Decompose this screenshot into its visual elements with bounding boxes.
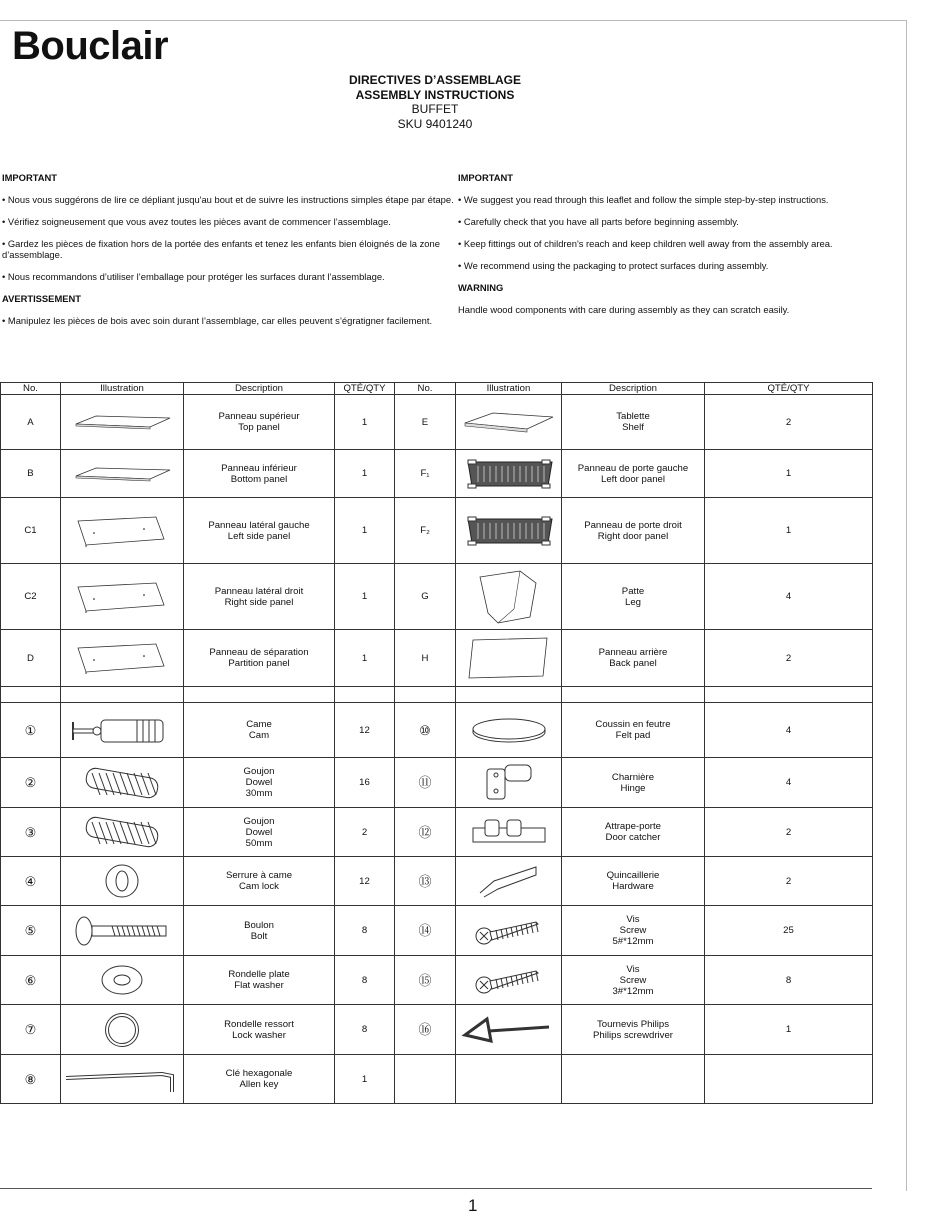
table-row [1, 395, 873, 450]
description-en: Cam lock [239, 881, 279, 892]
empty-cell [562, 1055, 705, 1104]
part-quantity: 2 [335, 808, 395, 857]
spacer-row [1, 687, 873, 703]
part-number: C2 [1, 564, 61, 630]
part-number: ② [1, 758, 61, 808]
part-description [184, 450, 335, 498]
panel-flat-icon [61, 412, 183, 432]
empty-cell [456, 1055, 562, 1104]
part-illustration [61, 703, 184, 758]
lockwasher-icon [61, 1010, 183, 1050]
shelf-icon [456, 409, 561, 435]
table-row [1, 857, 873, 906]
part-number: ⑭ [395, 906, 456, 956]
part-illustration [61, 395, 184, 450]
part-number: ⑮ [395, 956, 456, 1005]
part-illustration [456, 703, 562, 758]
french-notes [2, 172, 457, 337]
table-row [1, 758, 873, 808]
part-quantity: 1 [335, 450, 395, 498]
table-header-row [1, 383, 873, 395]
description-fr: Clé hexagonale [225, 1068, 293, 1079]
description-fr: Panneau arrière [598, 647, 668, 658]
part-quantity: 4 [705, 758, 873, 808]
part-illustration [61, 564, 184, 630]
description-en: Hinge [620, 782, 646, 794]
part-illustration [456, 808, 562, 857]
description-fr: Serrure à came [225, 870, 293, 881]
table-row [1, 1005, 873, 1055]
door-icon [456, 458, 561, 490]
washer-icon [61, 962, 183, 998]
part-description [184, 630, 335, 687]
part-number: ③ [1, 808, 61, 857]
english-notes [458, 172, 888, 326]
description-en: Dowel [245, 826, 273, 838]
description-fr: Panneau de séparation [209, 647, 309, 658]
table-row [1, 1055, 873, 1104]
part-number: ⑤ [1, 906, 61, 956]
footer-rule [0, 1188, 872, 1189]
part-illustration [456, 1005, 562, 1055]
part-number: H [395, 630, 456, 687]
warning-heading-fr: AVERTISSEMENT [2, 293, 81, 304]
screw-icon [456, 916, 561, 946]
description-en: Allen key [239, 1079, 279, 1090]
part-description [184, 956, 335, 1005]
description-fr: Tournevis Philips [597, 1018, 669, 1030]
part-description [562, 498, 705, 564]
part-illustration [61, 450, 184, 498]
empty-cell [61, 687, 184, 703]
part-number: F₁ [395, 450, 456, 498]
part-quantity: 1 [335, 630, 395, 687]
description-fr: Vis [626, 963, 640, 975]
column-header: No. [1, 383, 61, 395]
part-number: ④ [1, 857, 61, 906]
table-row [1, 808, 873, 857]
part-number: C1 [1, 498, 61, 564]
description-fr: Goujon [243, 766, 275, 777]
description-fr: Boulon [244, 919, 274, 931]
part-number: ⑯ [395, 1005, 456, 1055]
table-row [1, 564, 873, 630]
part-number: F₂ [395, 498, 456, 564]
description-fr: Rondelle ressort [224, 1018, 294, 1030]
part-description [184, 758, 335, 808]
dowel-icon [61, 814, 183, 850]
part-number: ① [1, 703, 61, 758]
part-number: ⑧ [1, 1055, 61, 1104]
dowel-icon [61, 765, 183, 801]
part-illustration [456, 498, 562, 564]
part-description [562, 758, 705, 808]
table-row [1, 498, 873, 564]
description-fr: Charnière [611, 771, 655, 783]
part-quantity: 1 [335, 1055, 395, 1104]
part-illustration [61, 1055, 184, 1104]
description-en: Right door panel [597, 530, 669, 542]
document-header [0, 73, 870, 131]
part-number: G [395, 564, 456, 630]
part-quantity: 2 [705, 857, 873, 906]
description-en: Screw [619, 925, 647, 936]
description-en: Screw [619, 974, 647, 986]
part-illustration [456, 450, 562, 498]
description-size: 3#*12mm [612, 985, 654, 997]
description-fr: Coussin en feutre [595, 719, 671, 730]
part-description [562, 395, 705, 450]
screwdriver-icon [456, 1013, 561, 1047]
sku: SKU 9401240 [397, 116, 473, 131]
part-description [184, 703, 335, 758]
description-en: Bottom panel [230, 473, 288, 485]
description-en: Flat washer [234, 980, 284, 991]
warning-heading-en: WARNING [458, 282, 504, 293]
description-en: Shelf [622, 422, 644, 433]
title-en: ASSEMBLY INSTRUCTIONS [355, 87, 515, 102]
description-fr: Panneau inférieur [221, 462, 297, 474]
part-number: E [395, 395, 456, 450]
cam-icon [61, 710, 183, 750]
part-quantity: 1 [335, 498, 395, 564]
part-description [184, 857, 335, 906]
part-description [184, 498, 335, 564]
part-quantity: 8 [335, 906, 395, 956]
table-row [1, 630, 873, 687]
part-number: A [1, 395, 61, 450]
part-quantity: 1 [705, 498, 873, 564]
description-fr: Tablette [616, 411, 650, 422]
description-fr: Panneau de porte gauche [577, 462, 689, 474]
part-number: D [1, 630, 61, 687]
description-en: Left door panel [600, 473, 665, 485]
part-number: ⑩ [395, 703, 456, 758]
part-description [562, 956, 705, 1005]
part-description [184, 1005, 335, 1055]
part-illustration [61, 857, 184, 906]
table-row [1, 956, 873, 1005]
empty-cell [562, 687, 705, 703]
description-fr: Panneau latéral droit [214, 585, 304, 597]
description-en: Dowel [245, 777, 273, 788]
empty-cell [456, 687, 562, 703]
description-fr: Attrape-porte [605, 821, 661, 832]
note-fr: • Vérifiez soigneusement que vous avez toutes les pièces avant de commencer l’assemblage. [2, 216, 391, 227]
part-illustration [61, 906, 184, 956]
note-en: • We recommend using the packaging to protect surfaces during assembly. [458, 260, 769, 271]
empty-cell [184, 687, 335, 703]
part-description [184, 906, 335, 956]
part-description [184, 808, 335, 857]
title-fr: DIRECTIVES D’ASSEMBLAGE [348, 73, 522, 87]
part-description [562, 906, 705, 956]
part-illustration [456, 630, 562, 687]
description-fr: Quincaillerie [606, 870, 660, 881]
description-fr: Goujon [243, 815, 275, 827]
note-fr: • Nous recommandons d’utiliser l’emballage pour protéger les surfaces durant l’assemblage. [2, 271, 385, 282]
part-illustration [456, 564, 562, 630]
part-illustration [61, 498, 184, 564]
part-quantity: 16 [335, 758, 395, 808]
brand-logo: Bouclair [12, 24, 169, 68]
part-number: ⑪ [395, 758, 456, 808]
part-quantity: 1 [705, 450, 873, 498]
parts-table [0, 382, 873, 1104]
empty-cell [335, 687, 395, 703]
important-heading-fr: IMPORTANT [2, 172, 58, 183]
description-en: Bolt [250, 930, 268, 942]
part-description [562, 1005, 705, 1055]
description-fr: Panneau de porte droit [584, 519, 682, 531]
description-en: Door catcher [605, 832, 661, 843]
part-number: ⑥ [1, 956, 61, 1005]
part-quantity: 2 [705, 395, 873, 450]
part-quantity: 12 [335, 703, 395, 758]
part-quantity: 2 [705, 808, 873, 857]
leg-icon [456, 569, 561, 625]
description-fr: Panneau latéral gauche [208, 519, 310, 531]
part-quantity: 12 [335, 857, 395, 906]
note-fr: • Nous vous suggérons de lire ce dépliant jusqu'au bout et de suivre les instructions simples étape par étape. [2, 194, 454, 205]
part-description [184, 1055, 335, 1104]
part-illustration [456, 857, 562, 906]
panel-flat-icon [61, 464, 183, 484]
part-illustration [61, 630, 184, 687]
part-quantity: 25 [705, 906, 873, 956]
panel-tilt-icon [61, 513, 183, 549]
part-description [562, 564, 705, 630]
door-icon [456, 515, 561, 547]
description-en: Right side panel [224, 596, 294, 608]
table-row [1, 450, 873, 498]
part-illustration [61, 758, 184, 808]
description-en: Philips screwdriver [593, 1029, 673, 1041]
camlock-icon [61, 859, 183, 903]
column-header: Description [562, 383, 705, 395]
part-number: ⑫ [395, 808, 456, 857]
description-fr: Vis [626, 914, 640, 925]
allen-icon [61, 1064, 183, 1094]
part-quantity: 8 [335, 956, 395, 1005]
note-en: • Keep fittings out of children's reach and keep children well away from the assembly area. [458, 238, 833, 249]
part-illustration [456, 758, 562, 808]
part-description [562, 703, 705, 758]
description-en: Cam [248, 730, 270, 741]
part-number: B [1, 450, 61, 498]
description-en: Hardware [612, 881, 654, 892]
note-fr: • Gardez les pièces de fixation hors de la portée des enfants et tenez les enfants bien éloignés de la zone d’assemblage. [2, 238, 440, 260]
part-illustration [456, 906, 562, 956]
part-description [184, 564, 335, 630]
description-fr: Panneau supérieur [218, 411, 300, 422]
description-en: Back panel [609, 658, 657, 669]
empty-cell [395, 1055, 456, 1104]
part-illustration [456, 395, 562, 450]
screw-icon [456, 965, 561, 995]
part-number: ⑬ [395, 857, 456, 906]
empty-cell [705, 687, 873, 703]
bracket-icon [456, 861, 561, 901]
bolt-icon [61, 913, 183, 949]
important-heading-en: IMPORTANT [458, 172, 514, 183]
note-en: • We suggest you read through this leaflet and follow the simple step-by-step instructions. [458, 194, 829, 205]
column-header: Illustration [456, 383, 562, 395]
part-illustration [61, 956, 184, 1005]
description-size: 30mm [245, 788, 273, 799]
column-header: QTÉ/QTY [705, 383, 873, 395]
warning-text-en: Handle wood components with care during assembly as they can scratch easily. [458, 304, 790, 315]
column-header: Description [184, 383, 335, 395]
part-description [184, 395, 335, 450]
part-quantity: 4 [705, 564, 873, 630]
part-illustration [61, 1005, 184, 1055]
empty-cell [395, 687, 456, 703]
empty-cell [1, 687, 61, 703]
description-en: Partition panel [228, 658, 290, 669]
description-size: 50mm [245, 837, 273, 849]
panel-tilt-icon [61, 640, 183, 676]
description-en: Lock washer [232, 1029, 286, 1041]
description-fr: Came [246, 719, 272, 730]
part-quantity: 1 [335, 564, 395, 630]
panel-tilt-icon [61, 579, 183, 615]
table-row [1, 703, 873, 758]
column-header: No. [395, 383, 456, 395]
part-illustration [456, 956, 562, 1005]
column-header: Illustration [61, 383, 184, 395]
part-description [562, 450, 705, 498]
table-row [1, 906, 873, 956]
part-quantity: 8 [705, 956, 873, 1005]
description-en: Leg [624, 596, 641, 608]
part-quantity: 1 [335, 395, 395, 450]
page-number: 1 [468, 1196, 478, 1215]
part-description [562, 808, 705, 857]
part-illustration [61, 808, 184, 857]
part-quantity: 4 [705, 703, 873, 758]
part-description [562, 857, 705, 906]
back-icon [456, 636, 561, 680]
warning-text-fr: • Manipulez les pièces de bois avec soin durant l’assemblage, car elles peuvent s’égratigner facilement. [2, 315, 433, 326]
product-name: BUFFET [411, 102, 459, 116]
description-en: Top panel [238, 422, 280, 433]
part-quantity: 2 [705, 630, 873, 687]
catcher-icon [456, 814, 561, 850]
part-quantity: 8 [335, 1005, 395, 1055]
description-size: 5#*12mm [612, 936, 654, 947]
description-en: Felt pad [615, 730, 651, 741]
part-number: ⑦ [1, 1005, 61, 1055]
note-en: • Carefully check that you have all parts before beginning assembly. [458, 216, 739, 227]
description-en: Left side panel [227, 530, 291, 542]
felt-icon [456, 715, 561, 745]
part-description [562, 630, 705, 687]
part-quantity: 1 [705, 1005, 873, 1055]
description-fr: Patte [621, 585, 645, 597]
column-header: QTÉ/QTY [335, 383, 395, 395]
hinge-icon [456, 761, 561, 805]
empty-cell [705, 1055, 873, 1104]
description-fr: Rondelle plate [228, 969, 290, 980]
